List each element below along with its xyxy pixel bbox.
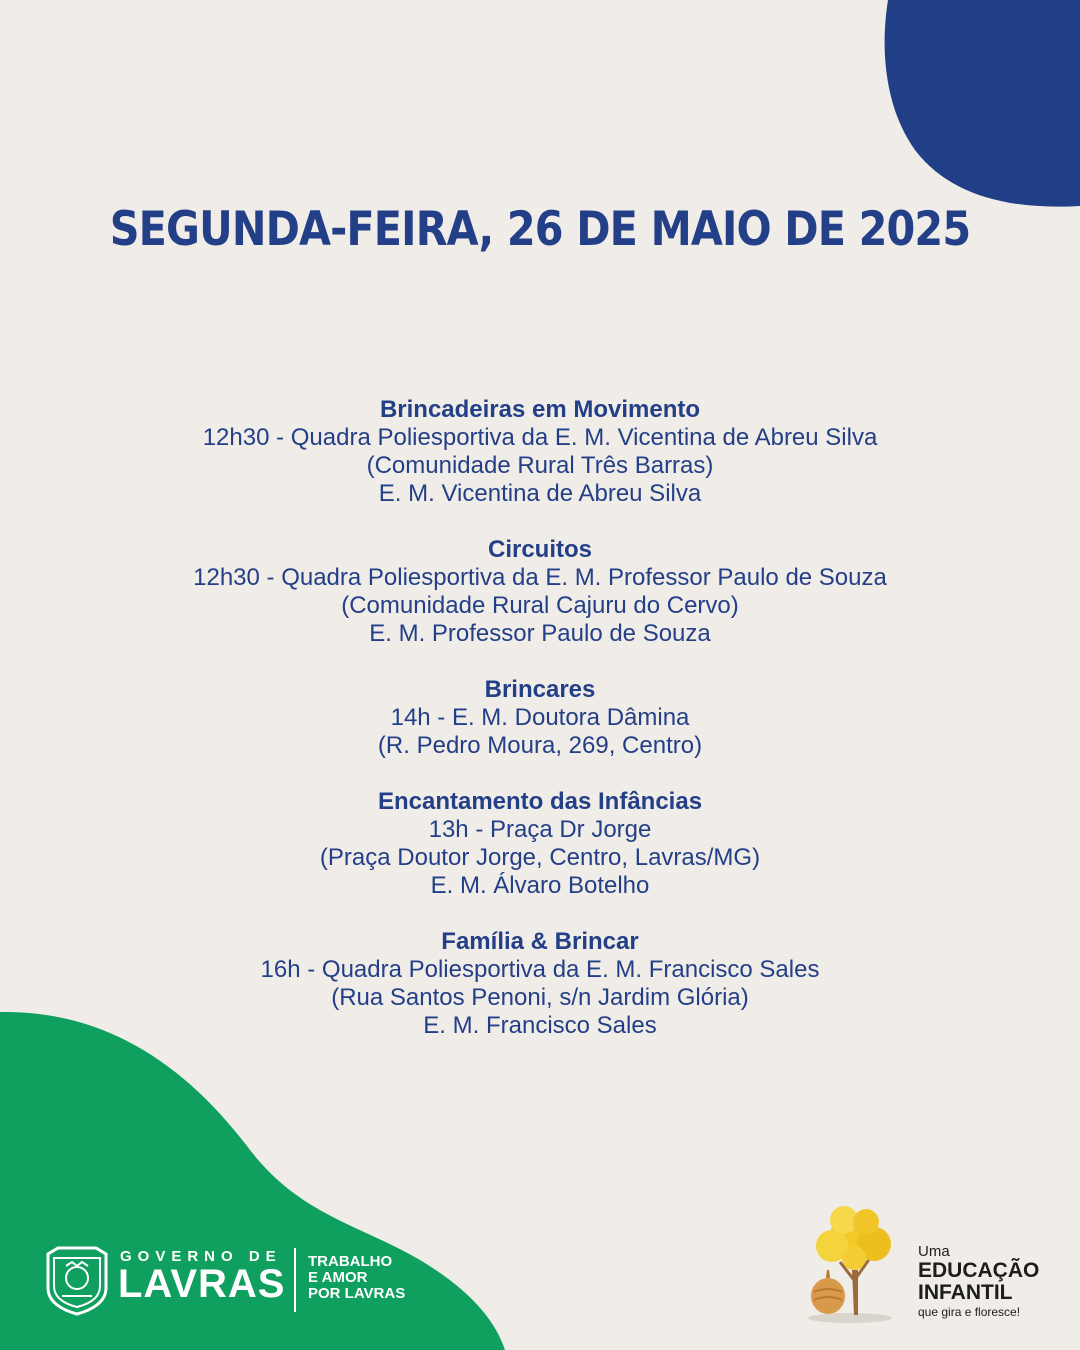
edu-line2: INFANTIL [918, 1281, 1013, 1304]
event-name: Circuitos [487, 536, 592, 563]
event-name: Família & Brincar [441, 928, 639, 955]
event-name: Brincares [484, 676, 596, 703]
event-time-location: 16h - Quadra Poliesportiva da E. M. Francisco Sales [260, 956, 820, 983]
event-time-location: 12h30 - Quadra Poliesportiva da E. M. Vicentina de Abreu Silva [202, 424, 878, 451]
page-title: SEGUNDA-FEIRA, 26 DE MAIO DE 2025 [109, 202, 971, 257]
event-address: (Comunidade Rural Três Barras) [366, 452, 714, 479]
event-address: (R. Pedro Moura, 269, Centro) [377, 732, 703, 759]
event-school: E. M. Francisco Sales [423, 1012, 657, 1039]
event-item [0, 396, 1080, 508]
event-item [0, 788, 1080, 900]
event-time-location: 13h - Praça Dr Jorge [428, 816, 652, 843]
event-item [0, 536, 1080, 648]
event-address: (Rua Santos Penoni, s/n Jardim Glória) [331, 984, 749, 1011]
educacao-infantil-logo [800, 1200, 1050, 1330]
event-school: E. M. Álvaro Botelho [430, 872, 650, 899]
slogan-line: E AMOR [308, 1269, 368, 1286]
slogan-line: TRABALHO [308, 1253, 393, 1270]
event-name: Brincadeiras em Movimento [379, 396, 701, 423]
event-item [0, 928, 1080, 1040]
slogan-line: POR LAVRAS [308, 1285, 406, 1302]
logo-divider [294, 1248, 296, 1312]
governo-de-lavras-logo [44, 1244, 434, 1316]
event-time-location: 12h30 - Quadra Poliesportiva da E. M. Professor Paulo de Souza [193, 564, 887, 591]
slogan [308, 1254, 405, 1302]
event-list [0, 396, 1080, 1068]
event-address: (Praça Doutor Jorge, Centro, Lavras/MG) [319, 844, 761, 871]
city-crest-icon [44, 1244, 110, 1316]
gov-main-text: LAVRAS [118, 1262, 286, 1306]
event-address: (Comunidade Rural Cajuru do Cervo) [341, 592, 739, 619]
ipe-tree-icon [800, 1200, 910, 1325]
edu-line1: EDUCAÇÃO [918, 1259, 1040, 1282]
edu-text [918, 1244, 1039, 1320]
event-school: E. M. Vicentina de Abreu Silva [378, 480, 702, 507]
event-name: Encantamento das Infâncias [377, 788, 703, 815]
event-time-location: 14h - E. M. Doutora Dâmina [390, 704, 690, 731]
event-school: E. M. Professor Paulo de Souza [369, 620, 711, 647]
event-item [0, 676, 1080, 760]
gov-top-text: GOVERNO DE [120, 1248, 282, 1265]
edu-tagline: que gira e floresce! [918, 1305, 1021, 1319]
edu-uma: Uma [918, 1243, 950, 1260]
